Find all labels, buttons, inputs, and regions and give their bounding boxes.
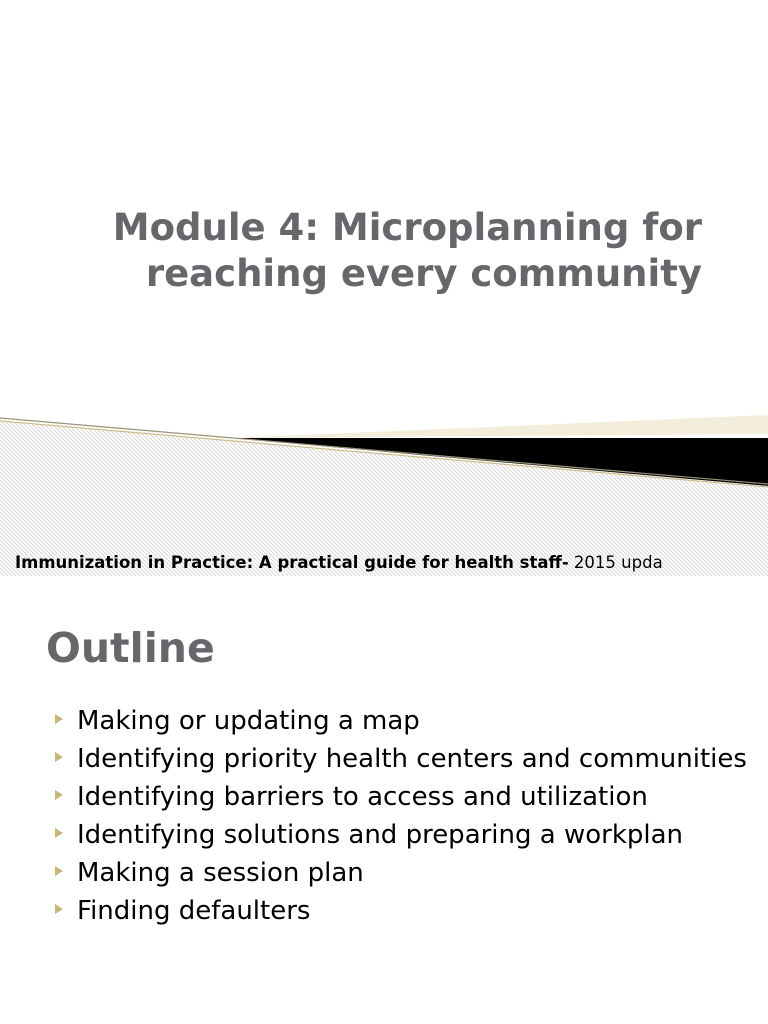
list-item-text: Identifying priority health centers and communities: [77, 744, 747, 774]
list-item: [55, 779, 755, 815]
list-item: [55, 855, 755, 891]
triangle-bullet-icon: [55, 714, 63, 724]
title-line-2: reaching every community: [145, 252, 702, 295]
triangle-bullet-icon: [55, 828, 63, 838]
list-item: [55, 817, 755, 853]
title-line-1: Module 4: Microplanning for: [112, 206, 702, 249]
triangle-bullet-icon: [55, 752, 63, 762]
list-item: [55, 741, 755, 777]
triangle-bullet-icon: [55, 904, 63, 914]
list-item-text: Finding defaulters: [77, 896, 311, 926]
list-item: [55, 703, 755, 739]
triangle-bullet-icon: [55, 790, 63, 800]
outline-heading: Outline: [46, 624, 215, 672]
footer-bold-text: Immunization in Practice: A practical guide for health staff-: [15, 553, 569, 572]
footer-regular-text: 2015 upda: [568, 553, 663, 572]
outline-list: [55, 703, 755, 931]
list-item-text: Identifying barriers to access and utilization: [77, 782, 648, 812]
slide-title: [40, 205, 702, 297]
footer-citation: [15, 553, 663, 573]
list-item-text: Making or updating a map: [77, 706, 420, 736]
list-item-text: Making a session plan: [77, 858, 364, 888]
decorative-band: [0, 400, 768, 576]
cream-wedge: [230, 415, 768, 438]
list-item: [55, 893, 755, 929]
triangle-bullet-icon: [55, 866, 63, 876]
list-item-text: Identifying solutions and preparing a workplan: [77, 820, 684, 850]
